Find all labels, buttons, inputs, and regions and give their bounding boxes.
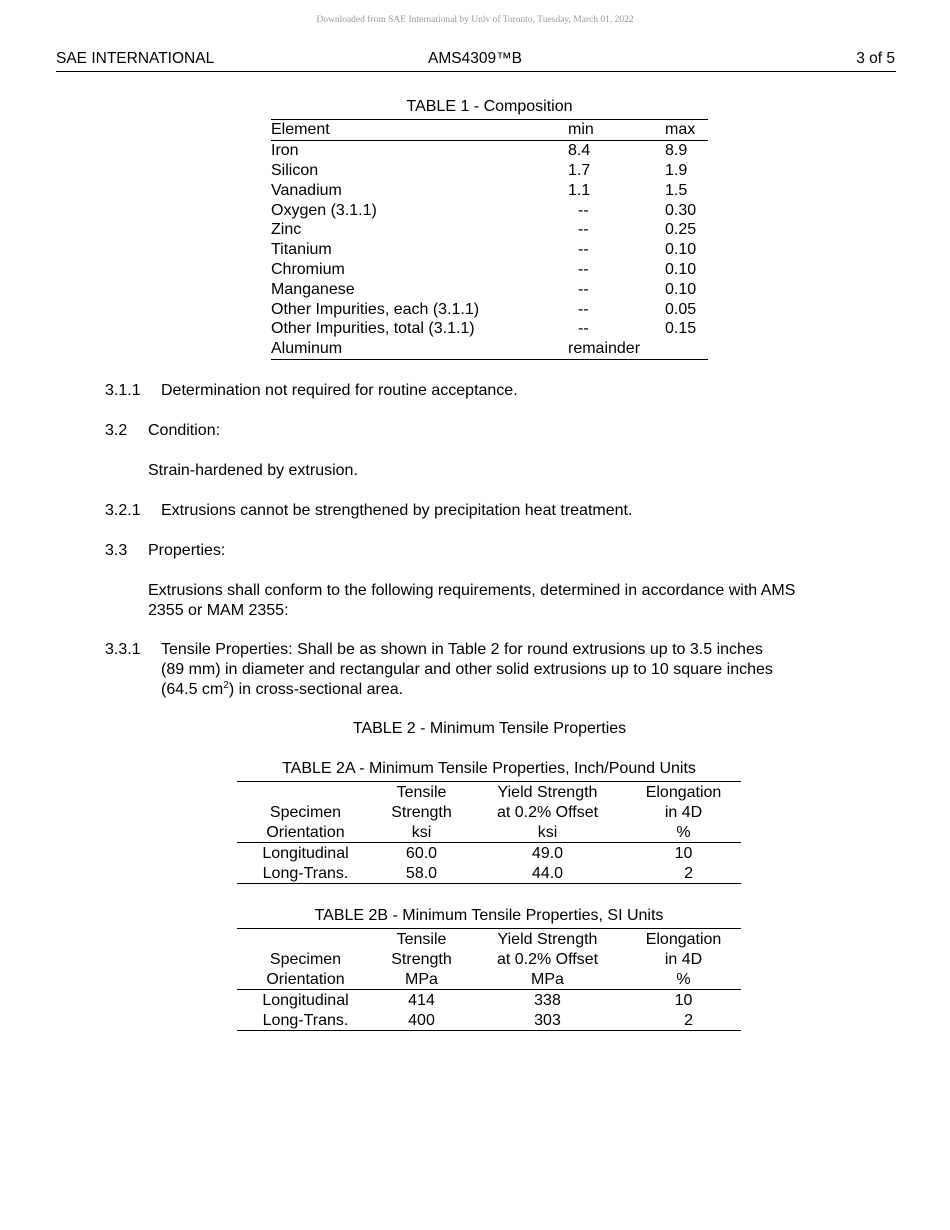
table-row (237, 863, 741, 884)
min-cell: remainder (568, 339, 665, 359)
orientation-cell: Long-Trans. (237, 863, 374, 884)
table-row (271, 140, 708, 160)
min-cell: -- (578, 260, 589, 278)
section-title: Condition: (148, 422, 221, 439)
composition-table (271, 98, 708, 360)
table-row (271, 161, 708, 181)
max-cell: 0.15 (665, 320, 697, 338)
element-cell: Chromium (271, 260, 345, 278)
table-row (237, 1010, 741, 1031)
table-row (271, 260, 708, 280)
element-cell: Aluminum (271, 339, 568, 359)
tensile-table-imperial (237, 760, 741, 884)
table-row (271, 240, 708, 260)
section-body-line: 2355 or MAM 2355: (148, 602, 289, 619)
column-header: Strength (391, 950, 452, 968)
column-header: Tensile (374, 782, 469, 803)
min-cell: -- (578, 300, 589, 318)
column-header: MPa (469, 969, 626, 990)
orientation-cell: Long-Trans. (237, 1010, 374, 1031)
column-header: at 0.2% Offset (496, 950, 599, 968)
section-text: Extrusions cannot be strengthened by precipitation heat treatment. (161, 502, 633, 519)
section-text: Determination not required for routine acceptance. (161, 382, 518, 399)
elongation-cell: 2 (626, 1010, 741, 1031)
yield-cell: 49.0 (531, 844, 564, 862)
column-header: % (626, 969, 741, 990)
column-header: Elongation (626, 782, 741, 803)
section-number: 3.3.1 (105, 641, 141, 658)
table-header-row (237, 802, 741, 822)
element-cell: Silicon (271, 161, 319, 179)
min-cell: -- (578, 320, 589, 338)
yield-cell: 303 (469, 1010, 626, 1031)
table-header-row (237, 949, 741, 969)
tensile-cell: 414 (408, 991, 435, 1009)
section-body: Strain-hardened by extrusion. (148, 462, 358, 479)
section-line: (89 mm) in diameter and rectangular and other solid extrusions up to 10 square inches (161, 661, 773, 678)
column-header: ksi (374, 822, 469, 843)
section-number: 3.2.1 (105, 502, 141, 519)
max-cell: 0.10 (665, 260, 697, 278)
column-header: Yield Strength (469, 782, 626, 803)
section-title: Properties: (148, 542, 226, 559)
line-text: (64.5 cm (161, 681, 224, 698)
section-number: 3.2 (105, 422, 128, 439)
column-header: Strength (391, 803, 452, 821)
max-cell (665, 339, 708, 359)
table-header-row (237, 822, 741, 843)
table-header-row (271, 120, 708, 141)
column-header: min (568, 120, 665, 141)
orientation-cell: Longitudinal (262, 991, 349, 1009)
tensile-table-si (237, 907, 741, 1031)
column-header: Element (271, 120, 568, 141)
element-cell: Other Impurities, each (3.1.1) (271, 300, 480, 318)
elongation-cell: 2 (626, 863, 741, 884)
superscript: 2 (223, 680, 229, 691)
header-document-id: AMS4309™B (428, 50, 522, 67)
column-header: Yield Strength (469, 929, 626, 950)
table2a-caption: TABLE 2A - Minimum Tensile Properties, Inch/Pound Units (282, 760, 696, 777)
element-cell: Iron (271, 142, 299, 160)
max-cell: 0.10 (665, 241, 697, 259)
min-cell: -- (578, 201, 589, 219)
table-header-row (237, 929, 741, 950)
table2-title: TABLE 2 - Minimum Tensile Properties (352, 720, 627, 737)
column-header: Specimen (269, 803, 342, 821)
column-header: Orientation (237, 969, 374, 990)
column-header: MPa (374, 969, 469, 990)
max-cell: 0.30 (665, 201, 697, 219)
section-number: 3.3 (105, 542, 128, 559)
column-header: % (626, 822, 741, 843)
element-cell: Zinc (271, 221, 302, 239)
column-header: max (665, 120, 708, 141)
max-cell: 1.5 (665, 181, 688, 199)
max-cell: 1.9 (665, 161, 688, 179)
element-cell: Manganese (271, 280, 355, 298)
column-header: Orientation (237, 822, 374, 843)
max-cell: 0.10 (665, 280, 697, 298)
header-organization: SAE INTERNATIONAL (56, 50, 215, 67)
table-row (271, 319, 708, 339)
line-text: ) in cross-sectional area. (228, 681, 404, 698)
column-header: in 4D (664, 803, 703, 821)
min-cell: -- (578, 280, 589, 298)
download-note: Downloaded from SAE International by Univ of Toronto, Tuesday, March 01, 2022 (316, 15, 634, 25)
column-header: Specimen (269, 950, 342, 968)
table-row (237, 843, 741, 864)
min-cell: -- (578, 241, 589, 259)
min-cell: 1.7 (568, 161, 591, 179)
column-header: at 0.2% Offset (496, 803, 599, 821)
element-cell: Oxygen (3.1.1) (271, 201, 377, 219)
tensile-cell: 60.0 (405, 844, 438, 862)
column-header (237, 782, 374, 803)
table-row (271, 200, 708, 220)
element-cell: Other Impurities, total (3.1.1) (271, 320, 475, 338)
yield-cell: 338 (534, 991, 561, 1009)
max-cell: 8.9 (665, 142, 688, 160)
tensile-cell: 400 (374, 1010, 469, 1031)
elongation-cell: 10 (674, 991, 693, 1009)
table-header-row (237, 969, 741, 990)
orientation-cell: Longitudinal (262, 844, 349, 862)
yield-cell: 44.0 (469, 863, 626, 884)
element-cell: Vanadium (271, 181, 342, 199)
column-header (237, 929, 374, 950)
table-row (271, 339, 708, 359)
header-page-number: 3 of 5 (856, 50, 895, 67)
element-cell: Titanium (271, 241, 332, 259)
table-row (237, 990, 741, 1011)
header-rule (56, 71, 896, 72)
column-header: ksi (469, 822, 626, 843)
section-body-line: Extrusions shall conform to the following requirements, determined in accordance with AMS (148, 582, 796, 599)
tensile-cell: 58.0 (374, 863, 469, 884)
section-line: Tensile Properties: Shall be as shown in Table 2 for round extrusions up to 3.5 inches (161, 641, 763, 658)
table-row (271, 180, 708, 200)
table-row (271, 299, 708, 319)
elongation-cell: 10 (674, 844, 693, 862)
table-row (271, 220, 708, 240)
table-header-row (237, 782, 741, 803)
table-row (271, 279, 708, 299)
column-header: Tensile (374, 929, 469, 950)
min-cell: 8.4 (568, 142, 591, 160)
section-number: 3.1.1 (105, 382, 141, 399)
min-cell: 1.1 (568, 181, 591, 199)
section-line (161, 680, 403, 700)
max-cell: 0.25 (665, 221, 697, 239)
column-header: Elongation (626, 929, 741, 950)
min-cell: -- (578, 221, 589, 239)
table1-caption: TABLE 1 - Composition (406, 98, 573, 115)
table2b-caption: TABLE 2B - Minimum Tensile Properties, SI Units (314, 907, 664, 924)
max-cell: 0.05 (665, 300, 697, 318)
column-header: in 4D (664, 950, 703, 968)
